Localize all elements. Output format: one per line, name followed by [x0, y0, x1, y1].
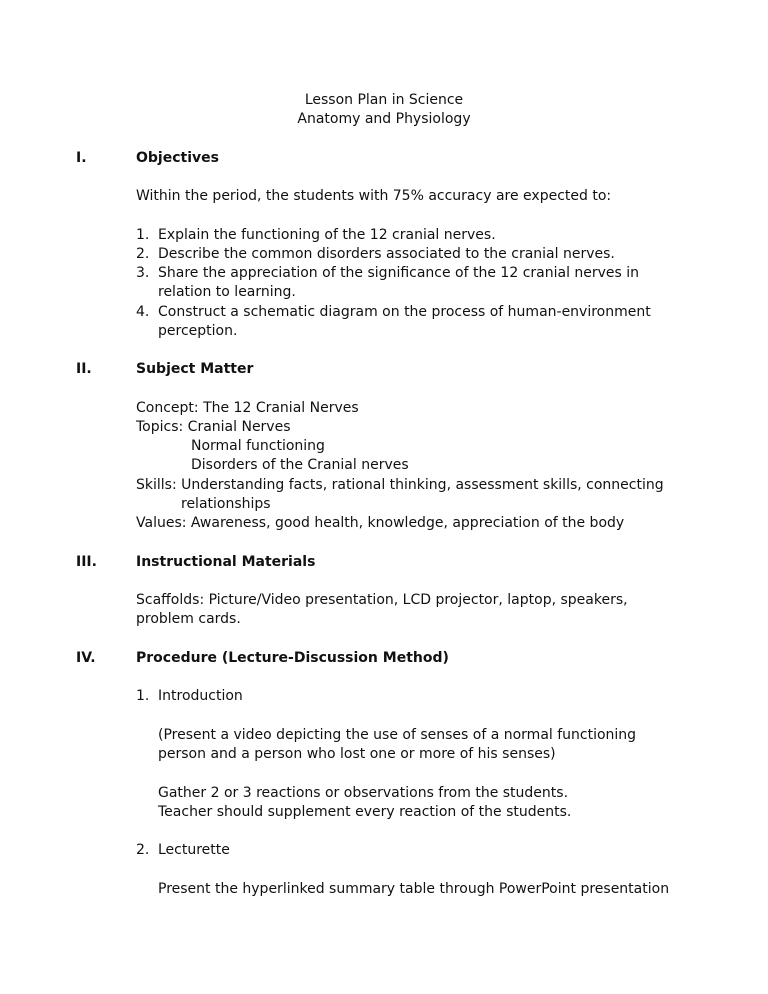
step-paragraph: Present the hyperlinked summary table through PowerPoint presentation [158, 881, 670, 897]
subject-topic-sub: Normal functioning [191, 438, 325, 454]
list-item-text: Share the appreciation of the significance of the 12 cranial nerves in [158, 265, 640, 281]
step-label-lecturette: Lecturette [158, 842, 230, 858]
subject-concept: Concept: The 12 Cranial Nerves [136, 400, 359, 416]
subject-skills-continued: relationships [181, 496, 271, 512]
section-numeral-i: I. [76, 150, 87, 166]
step-number: 1. [136, 688, 150, 704]
scaffolds-text-continued: problem cards. [136, 611, 241, 627]
scaffolds-text: Scaffolds: Picture/Video presentation, LCD projector, laptop, speakers, [136, 592, 628, 608]
step-paragraph-continued: Teacher should supplement every reaction of the students. [158, 804, 572, 820]
objectives-intro: Within the period, the students with 75% accuracy are expected to: [136, 188, 612, 204]
section-heading-subject-matter: Subject Matter [136, 361, 254, 377]
list-item-number: 2. [136, 246, 150, 262]
subject-skills: Skills: Understanding facts, rational thinking, assessment skills, connecting [136, 477, 664, 493]
subject-topic-sub: Disorders of the Cranial nerves [191, 457, 409, 473]
section-heading-objectives: Objectives [136, 150, 219, 166]
list-item-text-continued: relation to learning. [158, 284, 296, 300]
section-heading-instructional-materials: Instructional Materials [136, 554, 316, 570]
step-number: 2. [136, 842, 150, 858]
section-heading-procedure: Procedure (Lecture-Discussion Method) [136, 650, 449, 666]
step-label-introduction: Introduction [158, 688, 243, 704]
step-paragraph: Gather 2 or 3 reactions or observations from the students. [158, 785, 569, 801]
list-item-text: Describe the common disorders associated to the cranial nerves. [158, 246, 615, 262]
step-paragraph-continued: person and a person who lost one or more of his senses) [158, 746, 556, 762]
section-numeral-iv: IV. [76, 650, 96, 666]
doc-title: Lesson Plan in Science [304, 92, 464, 108]
doc-subtitle: Anatomy and Physiology [297, 111, 471, 127]
list-item-text-continued: perception. [158, 323, 238, 339]
list-item-text: Construct a schematic diagram on the process of human-environment [158, 304, 651, 320]
subject-values: Values: Awareness, good health, knowledge, appreciation of the body [136, 515, 625, 531]
subject-topics: Topics: Cranial Nerves [136, 419, 291, 435]
list-item-text: Explain the functioning of the 12 cranial nerves. [158, 227, 496, 243]
list-item-number: 1. [136, 227, 150, 243]
step-paragraph: (Present a video depicting the use of senses of a normal functioning [158, 727, 637, 743]
list-item-number: 3. [136, 265, 150, 281]
list-item-number: 4. [136, 304, 150, 320]
section-numeral-ii: II. [76, 361, 92, 377]
section-numeral-iii: III. [76, 554, 97, 570]
